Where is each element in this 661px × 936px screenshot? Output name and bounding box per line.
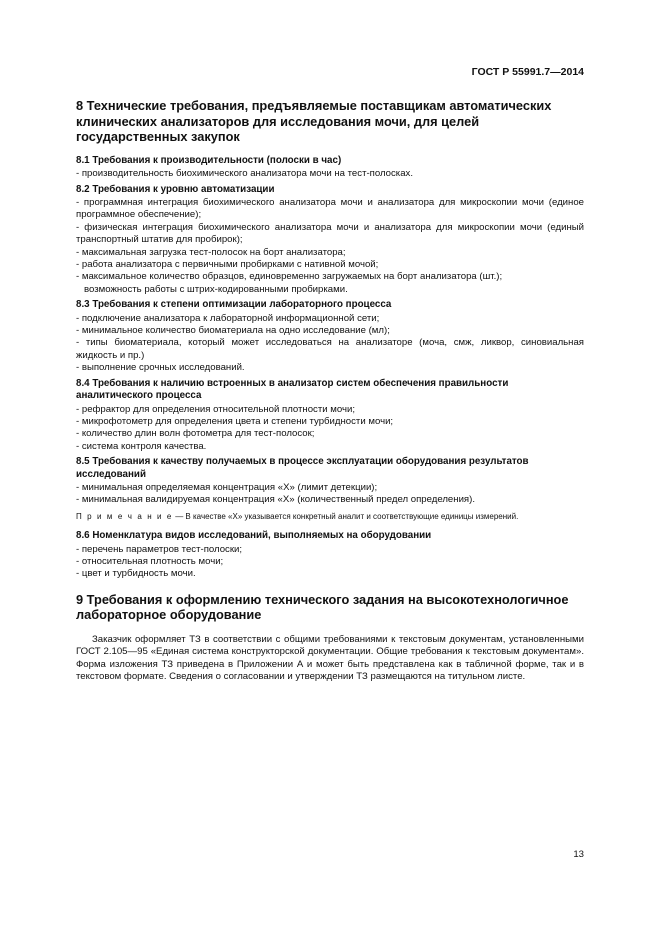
list-item: - производительность биохимического анализатора мочи на тест-полосках. (76, 168, 414, 180)
subsection-8-2 (76, 184, 584, 297)
list-item: - физическая интеграция биохимического анализатора мочи и анализатора для микроскопии мочи (единый транспортный штатив для пробирок); (76, 221, 584, 246)
list-item: - программная интеграция биохимического анализатора мочи и анализатора для микроскопии мочи (единое программное обеспечение); (76, 197, 584, 221)
list-item: - максимальная загрузка тест-полосок на борт анализатора; (76, 246, 346, 258)
list-item: - микрофотометр для определения цвета и степени турбидности мочи; (76, 415, 394, 427)
list-item: возможность работы с штрих-кодированными пробирками. (84, 283, 348, 295)
note-label: П р и м е ч а н и е (76, 511, 173, 521)
list-item: - минимальная определяемая концентрация «Х» (лимит детекции); (76, 481, 378, 493)
list-item: - работа анализатора с первичными пробирками с нативной мочой; (76, 259, 379, 271)
subsection-title: 8.2 Требования к уровню автоматизации (76, 183, 275, 195)
subsection-8-3 (76, 299, 584, 374)
list-item: - цвет и турбидность мочи. (76, 568, 196, 580)
note (76, 511, 584, 523)
section-9 (76, 592, 584, 684)
list-item: - минимальное количество биоматериала на одно исследование (мл); (76, 325, 390, 337)
list-item: - типы биоматериала, который может исследоваться на анализаторе (моча, смж, ликвор, синовиальная жидкость и пр.) (76, 337, 584, 361)
list-item: - рефрактор для определения относительной плотности мочи; (76, 403, 356, 415)
page-number: 13 (573, 849, 584, 860)
list-item: - подключение анализатора к лабораторной информационной сети; (76, 312, 380, 324)
subsection-8-1 (76, 155, 584, 181)
section-9-paragraph: Заказчик оформляет ТЗ в соответствии с общими требованиями к текстовым документам, установленными ГОСТ 2.105—95 «Единая система конструкторской документации. Общие требования к текстовым документам». Форма изложения ТЗ приведена в Приложении А и может быть представлена как в табличной форме, так и в текстовом формате. Сведения о согласовании и утверждении ТЗ размещаются на титульном листе. (76, 633, 584, 683)
note-text: — В качестве «Х» указывается конкретный аналит и соответствующие единицы измерений. (172, 511, 519, 521)
document-code: ГОСТ Р 55991.7—2014 (471, 66, 584, 78)
list-item: - перечень параметров тест-полоски; (76, 543, 243, 555)
subsection-8-4 (76, 378, 584, 453)
subsection-title: 8.4 Требования к наличию встроенных в анализатор систем обеспечения правильности аналитического процесса (76, 377, 509, 402)
list-item: - относительная плотность мочи; (76, 555, 224, 567)
subsection-8-6 (76, 530, 584, 581)
list-item: - система контроля качества. (76, 440, 207, 452)
subsection-title: 8.5 Требования к качеству получаемых в процессе эксплуатации оборудования результатов исследований (76, 456, 529, 480)
section-9-title: 9 Требования к оформлению технического задания на высокотехнологичное лабораторное оборудование (76, 591, 569, 623)
section-8-title: 8 Технические требования, предъявляемые поставщикам автоматических клинических анализаторов для исследования мочи, для целей государственных закупок (76, 98, 552, 145)
list-item: - максимальное количество образцов, единовременно загружаемых на борт анализатора (шт.); (76, 271, 503, 283)
subsection-title: 8.1 Требования к производительности (полоски в час) (76, 154, 342, 166)
subsection-8-5 (76, 456, 584, 523)
list-item: - минимальная валидируемая концентрация «Х» (количественный предел определения). (76, 494, 475, 506)
list-item: - количество длин волн фотометра для тест-полосок; (76, 428, 315, 440)
subsection-title: 8.6 Номенклатура видов исследований, выполняемых на оборудовании (76, 530, 432, 542)
subsection-title: 8.3 Требования к степени оптимизации лабораторного процесса (76, 299, 392, 311)
list-item: - выполнение срочных исследований. (76, 362, 245, 374)
page-content (76, 98, 584, 684)
